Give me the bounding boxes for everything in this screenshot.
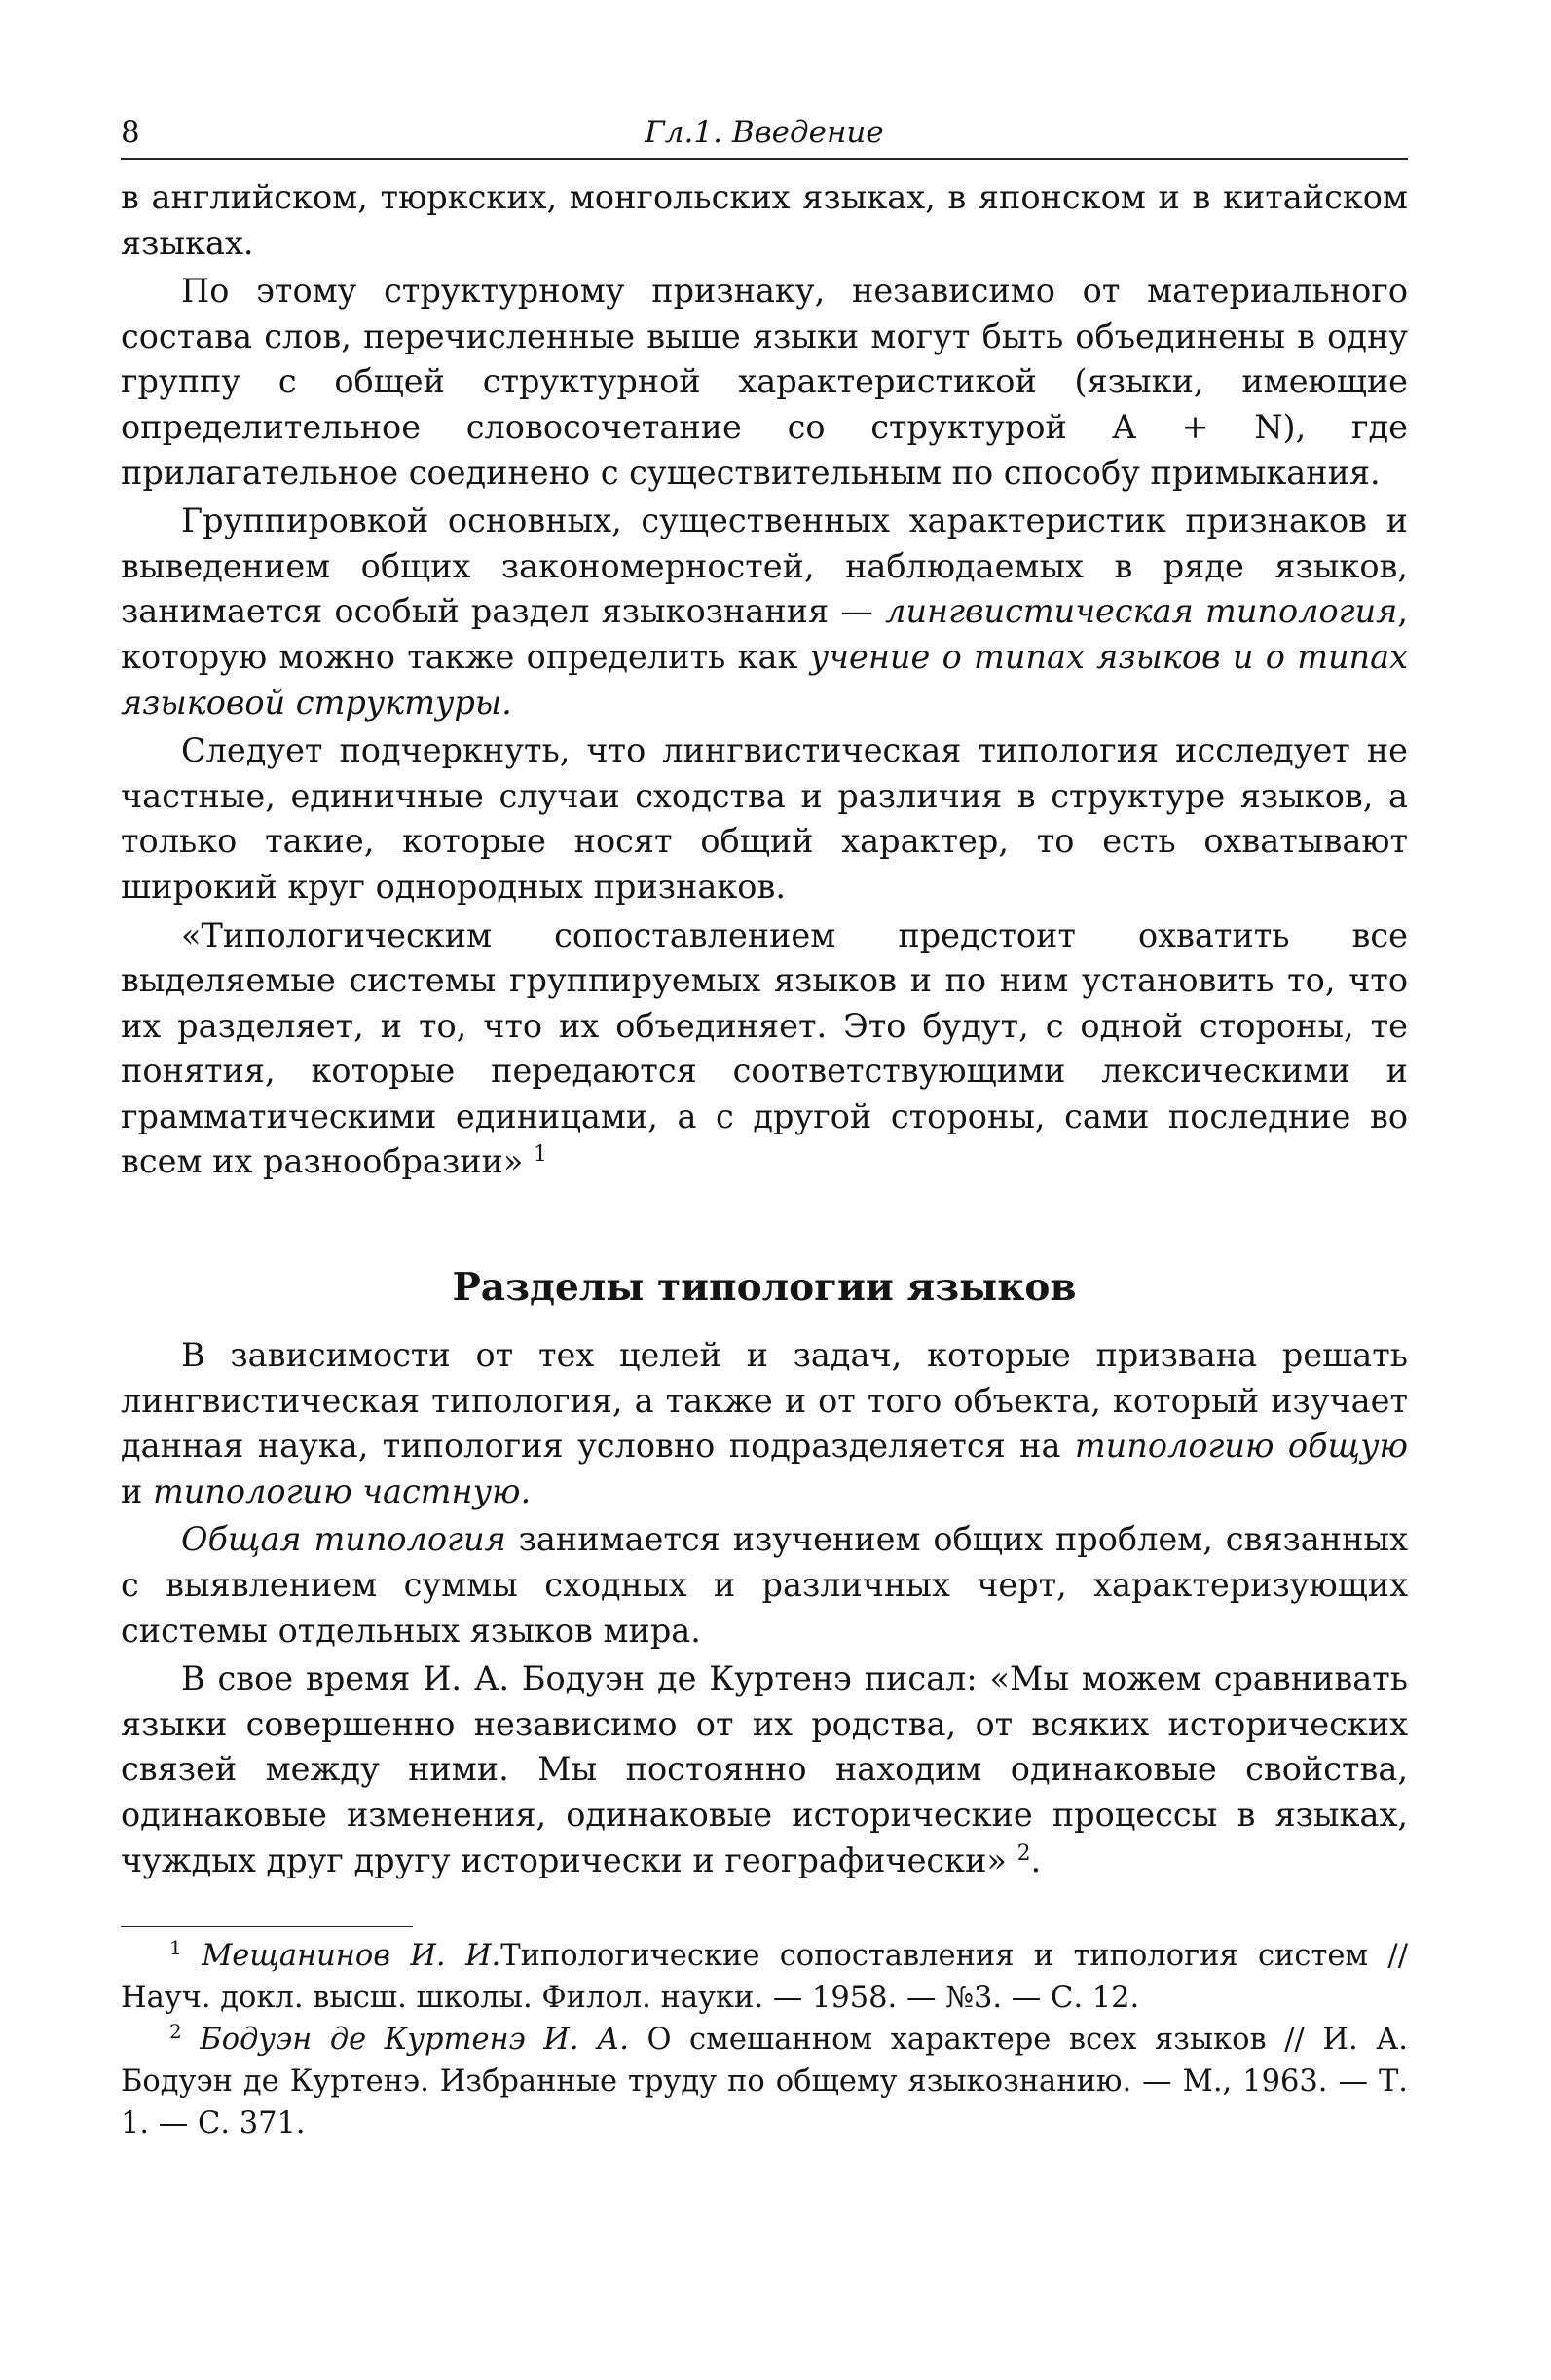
footnote-text: О смешанном характере всех языков // И. А. Бодуэн де Куртенэ. Избранные труду по общему языкознанию. — М., 1963. — Т. 1. — С. 371. [121, 2023, 1408, 2141]
footnote-text: Типологические сопоставления и типология систем // Науч. докл. высш. школы. Филол. науки. — 1958. — №3. — С. 12. [121, 1939, 1408, 2016]
paragraph-structural-feature: По этому структурному признаку, независимо от материального состава слов, перечисленные выше языки могут быть объединены в одну группу с общей структурной характеристикой (языки, имеющие определительное словосочетание со структурой A + N), где прилагательное соединено с существительным по способу примыкания. [121, 272, 1408, 492]
footnote-divider [121, 1926, 413, 1927]
chapter-title: Гл.1. Введение [645, 115, 884, 150]
running-head [121, 113, 1408, 160]
footnote-ref-1: 1 [534, 1142, 548, 1168]
paragraph-general-typology [121, 1517, 1408, 1654]
paragraph-continuation: в английском, тюркских, монгольских языках, в японском и в китайском языках. [121, 178, 1408, 262]
footnotes [121, 1935, 1408, 2144]
text-run: В зависимости от тех целей и задач, которые призвана решать лингвистическая типология, а также и от того объекта, который изучает данная наука, типология условно подразделяется на [121, 1336, 1408, 1466]
main-text [121, 175, 1408, 1883]
term-typology-doctrine: учение о типах языков и о типах языковой структуры. [121, 637, 1408, 722]
paragraph-baudouin-quote [121, 1656, 1408, 1883]
paragraph-typology-divisions [121, 1333, 1408, 1514]
book-page [121, 113, 1408, 2144]
footnote-2 [121, 2019, 1408, 2144]
term-linguistic-typology: лингвистическая типология [885, 592, 1398, 631]
text-run: Группировкой основных, существенных характеристик признаков и выведением общих закономерностей, наблюдаемых в ряде языков, занимается особый раздел языкознания — [121, 502, 1408, 631]
text-run: и [121, 1471, 153, 1510]
footnote-author: Бодуэн де Куртенэ И. А. [200, 2023, 629, 2058]
quote-text: «Типологическим сопоставлением предстоит охватить все выделяемые системы группируемых языков и по ним установить то, что их разделяет, и то, что их объединяет. Это будут, с одной стороны, те понятия, которые передаются соответствующими лексическими и грамматическими единицами, а с другой стороны, сами последние во всем их разнообразии» [121, 915, 1408, 1181]
text-run: , которую можно также определить как [121, 592, 1408, 676]
term-general-typology-lead: Общая типология [181, 1520, 506, 1559]
paragraph-emphasis: Следует подчеркнуть, что лингвистическая типология исследует не частные, единичные случаи сходства и различия в структуре языков, а только такие, которые носят общий характер, то есть охватывают широкий круг однородных признаков. [121, 731, 1408, 906]
footnote-1 [121, 1935, 1408, 2019]
section-heading: Разделы типологии языков [452, 1265, 1077, 1311]
term-general-typology: типологию общую [1074, 1427, 1409, 1466]
quote-text: В свое время И. А. Бодуэн де Куртенэ писал: «Мы можем сравнивать языки совершенно независимо от их родства, от всяких исторических связей между ними. Мы постоянно находим одинаковые свойства, одинаковые изменения, одинаковые исторические процессы в языках, чуждых друг другу исторически и географически» [121, 1659, 1408, 1879]
paragraph-quote [121, 913, 1408, 1186]
page-number: 8 [121, 115, 140, 150]
footnote-mark-1: 1 [169, 1936, 182, 1960]
text-run: . [1030, 1841, 1042, 1879]
footnote-author: Мещанинов И. И. [202, 1939, 501, 1974]
text-run: занимается изучением общих проблем, связанных с выявлением суммы сходных и различных черт, характеризующих системы отдельных языков мира. [121, 1520, 1408, 1650]
footnote-mark-2: 2 [169, 2020, 182, 2044]
paragraph-typology-definition [121, 499, 1408, 725]
footnote-ref-2: 2 [1016, 1841, 1031, 1866]
term-particular-typology: типологию частную. [152, 1471, 532, 1510]
